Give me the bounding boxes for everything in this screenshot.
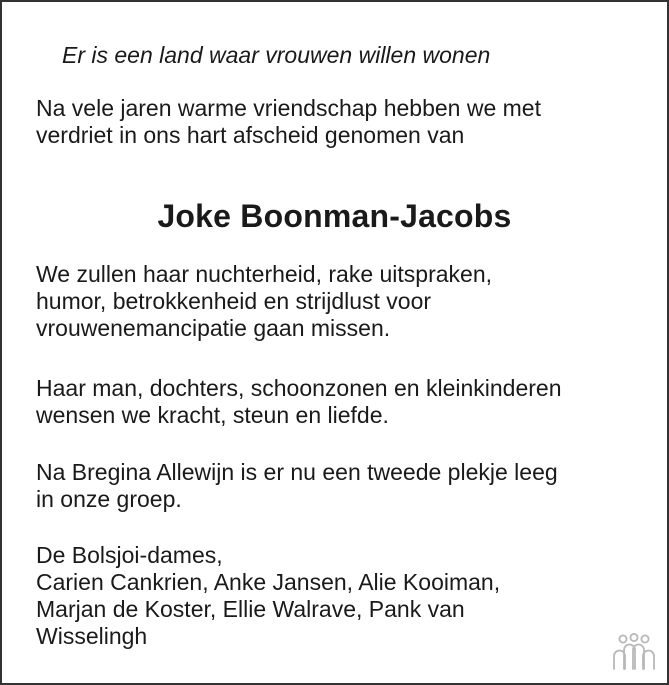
memory-line: humor, betrokkenheid en strijdlust voor [36,288,432,314]
intro-line: Na vele jaren warme vriendschap hebben we met [36,95,541,121]
intro-line: verdriet in ons hart afscheid genomen van [36,122,465,148]
group-line: in onze groep. [36,486,182,512]
intro-paragraph [36,95,541,149]
family-paragraph [36,375,562,429]
motto: Er is een land waar vrouwen willen wonen [62,42,491,68]
signature-line: Wisselingh [36,623,148,649]
family-line: wensen we kracht, steun en liefde. [36,402,389,428]
memory-line: vrouwenemancipatie gaan missen. [36,315,391,341]
people-group-icon [611,633,657,671]
signature-paragraph [36,542,500,650]
family-line: Haar man, dochters, schoonzonen en kleinkinderen [36,375,562,401]
signature-line: Marjan de Koster, Ellie Walrave, Pank van [36,596,465,622]
group-paragraph [36,459,558,513]
memory-paragraph [36,261,492,342]
signature-line: De Bolsjoi-dames, [36,542,223,568]
signature-line: Carien Cankrien, Anke Jansen, Alie Kooiman, [36,569,501,595]
group-line: Na Bregina Allewijn is er nu een tweede plekje leeg [36,459,558,485]
deceased-name: Joke Boonman-Jacobs [157,198,512,234]
memory-line: We zullen haar nuchterheid, rake uitspraken, [36,261,493,287]
